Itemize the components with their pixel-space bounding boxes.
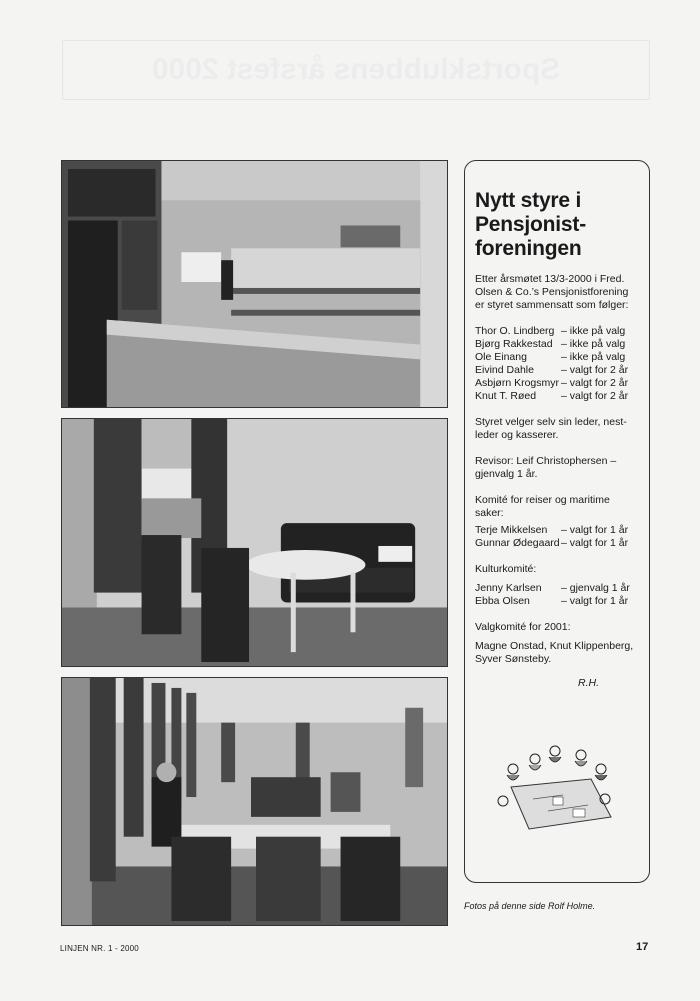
sidebar-intro: Etter årsmøtet 13/3-2000 i Fred. Olsen & Co.’s Pensjonistforening er styret sammensatt som følger: [475,273,629,311]
sidebar-board-announcement [464,160,650,883]
member-status: – ikke på valg [561,338,626,350]
sidebar-title: Nytt styre i Pensjonist-foreningen [475,189,586,260]
committee-row [475,524,639,537]
member-name: Asbjørn Krogsmyr [475,377,560,389]
election-committee-members: Magne Onstad, Knut Klippenberg, Syver Sønsteby. [475,640,634,665]
signature: R.H. [578,677,599,689]
board-row [475,364,639,377]
member-name: Bjørg Rakkestad [475,338,553,350]
member-name: Eivind Dahle [475,364,534,376]
ghost-header-title: Sportsklubbens årsfest 2000 [151,53,561,86]
committee-row [475,537,639,550]
member-name: Terje Mikkelsen [475,524,548,536]
member-status: – ikke på valg [561,325,626,337]
photo-cafeteria-counter [61,160,448,408]
board-row [475,377,639,390]
revisor-text: Revisor: Leif Christophersen – gjenvalg 1 år. [475,455,617,480]
culture-committee-heading: Kulturkomité: [475,563,537,575]
photo-caption: Fotos på denne side Rolf Holme. [464,901,596,911]
member-name: Knut T. Røed [475,390,537,402]
travel-committee-heading: Komité for reiser og maritime saker: [475,494,610,519]
member-name: Thor O. Lindberg [475,325,555,337]
board-row [475,390,639,403]
committee-row [475,595,639,608]
member-status: – valgt for 2 år [561,390,629,402]
member-name: Ole Einang [475,351,527,363]
member-status: – valgt for 1 år [561,595,629,607]
member-name: Jenny Karlsen [475,582,542,594]
meeting-sketch-illustration [493,739,619,833]
board-note: Styret velger selv sin leder, nest-leder og kasserer. [475,416,627,441]
member-status: – valgt for 2 år [561,377,629,389]
board-row [475,351,639,364]
member-name: Ebba Olsen [475,595,530,607]
photo-dining-corner [61,418,448,667]
travel-committee-list [475,524,639,550]
culture-committee-list [475,582,639,608]
ghost-header-box [62,40,650,100]
page-number: 17 [636,941,649,953]
board-list [475,325,639,403]
member-status: – ikke på valg [561,351,626,363]
member-status: – valgt for 1 år [561,524,629,536]
publication-footer: LINJEN NR. 1 - 2000 [60,944,139,953]
photo-dining-hall [61,677,448,926]
election-committee-heading: Valgkomité for 2001: [475,621,571,633]
committee-row [475,582,639,595]
member-name: Gunnar Ødegaard [475,537,560,549]
member-status: – valgt for 1 år [561,537,629,549]
member-status: – gjenvalg 1 år [561,582,630,594]
member-status: – valgt for 2 år [561,364,629,376]
board-row [475,325,639,338]
board-row [475,338,639,351]
